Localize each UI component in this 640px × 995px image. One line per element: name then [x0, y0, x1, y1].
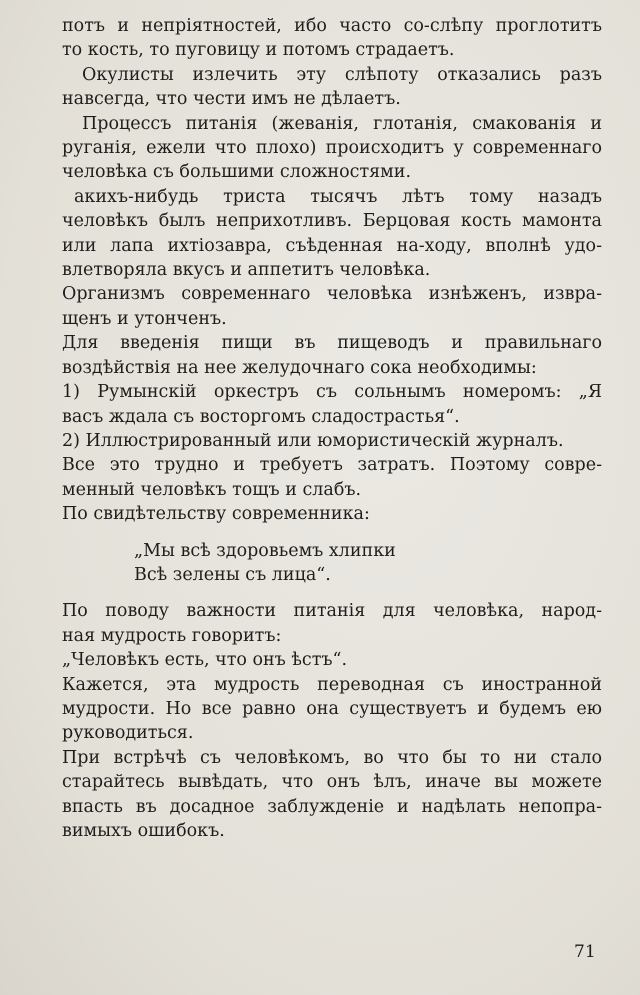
text-line: ная мудрость говоритъ: [62, 625, 282, 646]
text-line: то кость, то пуговицу и потомъ страдаетъ. [62, 40, 455, 61]
text-line: человѣка съ большими сложностями. [62, 162, 412, 183]
text-line: впасть въ досадное заблужденіе и надѣлать непопра- [62, 796, 602, 817]
text-line: акихъ-нибудь триста тысячъ лѣтъ тому назадъ [74, 186, 602, 207]
text-line: или лапа ихтіозавра, съѣденная на-ходу, вполнѣ удо- [62, 235, 602, 256]
text-line: влетворяла вкусъ и аппетитъ человѣка. [62, 260, 431, 281]
text-line: вимыхъ ошибокъ. [62, 821, 225, 841]
text-line: Все это трудно и требуетъ затратъ. Поэтому совре- [62, 455, 602, 476]
text-line: щенъ и утонченъ. [62, 308, 227, 329]
verse-line: „Мы всѣ здоровьемъ хлипки [134, 540, 396, 561]
page-text [62, 14, 602, 843]
text-line: навсегда, что чести имъ не дѣлаетъ. [62, 89, 401, 110]
text-line: При встрѣчѣ съ человѣкомъ, во что бы то ни стало [62, 747, 602, 768]
text-line: „Человѣкъ есть, что онъ ѣстъ“. [62, 650, 348, 671]
text-line: васъ ждала съ восторгомъ сладострастья“. [62, 406, 460, 427]
verse-line: Всѣ зелены съ лица“. [134, 564, 331, 585]
text-line: старайтесь вывѣдать, что онъ ѣлъ, иначе вы можете [62, 772, 602, 793]
text-line: потъ и непріятностей, ибо часто со-слѣпу проглотитъ [62, 16, 602, 36]
text-line: воздѣйствія на нее желудочнаго сока необходимы: [62, 357, 537, 378]
text-line: человѣкъ былъ неприхотливъ. Берцовая кость мамонта [62, 211, 602, 232]
text-line: По свидѣтельству современника: [62, 504, 370, 525]
text-line: Процессъ питанія (жеванія, глотанія, смакованія и [82, 113, 602, 134]
text-line: менный человѣкъ тощъ и слабъ. [62, 479, 362, 500]
text-line: 1) Румынскій оркестръ съ сольнымъ номеромъ: „Я [62, 382, 602, 403]
text-line: Организмъ современнаго человѣка изнѣженъ, извра- [62, 284, 602, 305]
text-line: По поводу важности питанія для человѣка, народ- [62, 601, 602, 622]
text-line: руганія, ежели что плохо) происходитъ у современнаго [62, 138, 602, 159]
text-line: Для введенія пищи въ пищеводъ и правильнаго [62, 333, 602, 354]
text-line: 2) Иллюстрированный или юмористическій журналъ. [62, 430, 564, 451]
text-line: мудрости. Но все равно она существуетъ и будемъ ею [62, 698, 602, 719]
text-line: Кажется, эта мудрость переводная съ иностранной [62, 674, 602, 695]
page-number: 71 [574, 942, 596, 962]
text-line: Окулисты излечить эту слѣпоту отказались разъ [82, 64, 602, 85]
text-line: руководиться. [62, 723, 194, 744]
